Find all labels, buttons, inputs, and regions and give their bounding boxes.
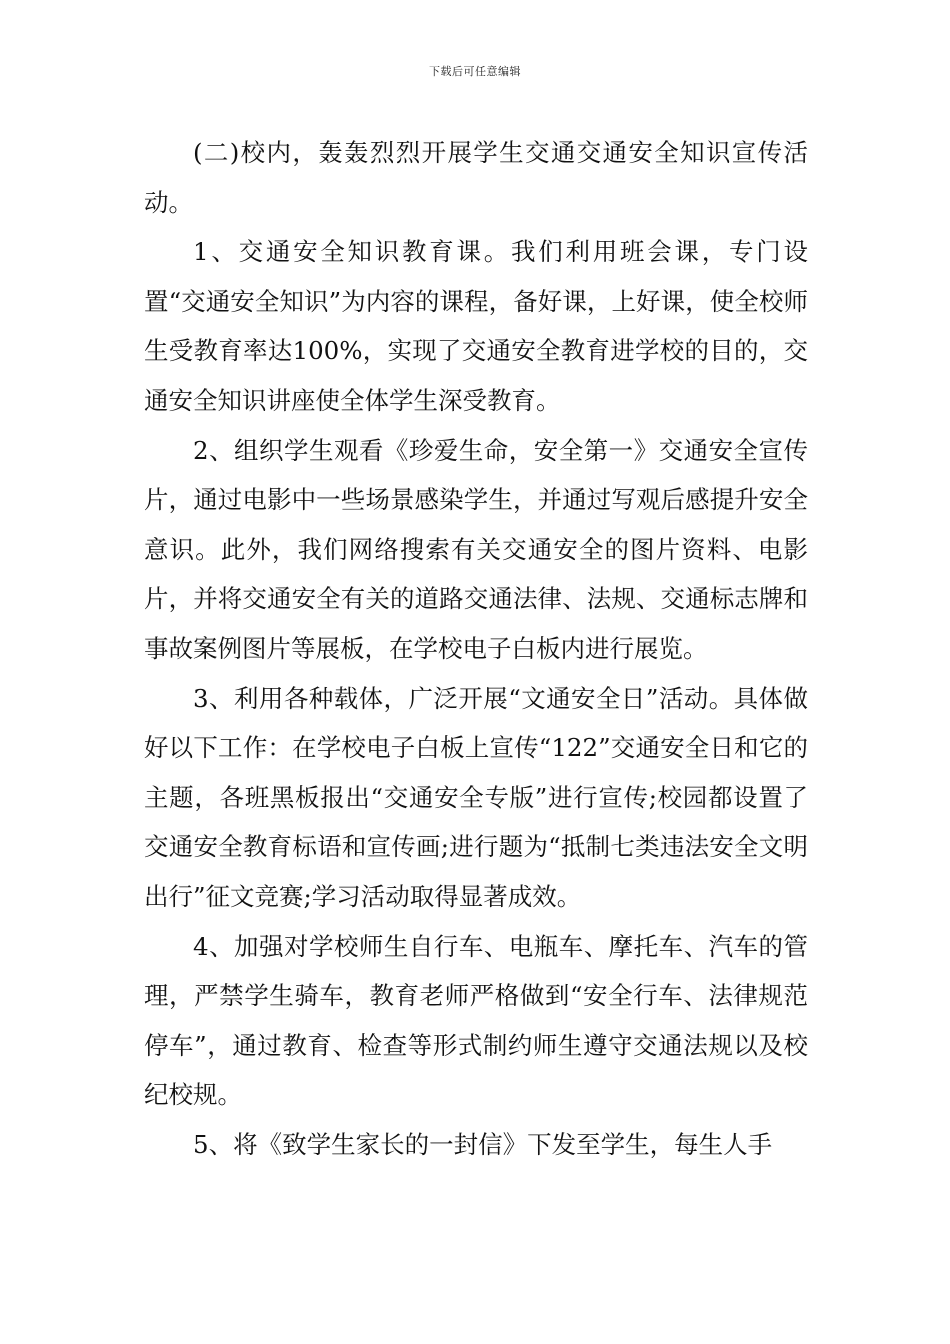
- paragraph-item-3: 3、利用各种载体，广泛开展“文通安全日”活动。具体做好以下工作：在学校电子白板上宣传“122”交通安全日和它的主题，各班黑板报出“交通安全专版”进行宣传;校园都设置了交通安全教育标语和宣传画;进行题为“抵制七类违法安全文明出行”征文竞赛;学习活动取得显著成效。: [144, 683, 808, 911]
- paragraph-campus-activities: (二)校内，轰轰烈烈开展学生交通交通安全知识宣传活动。: [144, 138, 808, 217]
- document-body: [144, 128, 808, 1169]
- paragraph-item-4: 4、加强对学校师生自行车、电瓶车、摩托车、汽车的管理，严禁学生骑车，教育老师严格做到“安全行车、法律规范停车”，通过教育、检查等形式制约师生遵守交通法规以及校纪校规。: [144, 931, 808, 1110]
- paragraph-item-2: 2、组织学生观看《珍爱生命，安全第一》交通安全宣传片，通过电影中一些场景感染学生，并通过写观后感提升安全意识。此外，我们网络搜索有关交通安全的图片资料、电影片，并将交通安全有关的道路交通法律、法规、交通标志牌和事故案例图片等展板，在学校电子白板内进行展览。: [144, 435, 808, 663]
- paragraph-item-5: 5、将《致学生家长的一封信》下发至学生，每生人手: [193, 1129, 773, 1159]
- paragraph-item-1: 1、交通安全知识教育课。我们利用班会课，专门设置“交通安全知识”为内容的课程，备好课，上好课，使全校师生受教育率达100%，实现了交通安全教育进学校的目的，交通安全知识讲座使全体学生深受教育。: [144, 237, 808, 415]
- page-header-note: 下载后可任意编辑: [429, 65, 521, 78]
